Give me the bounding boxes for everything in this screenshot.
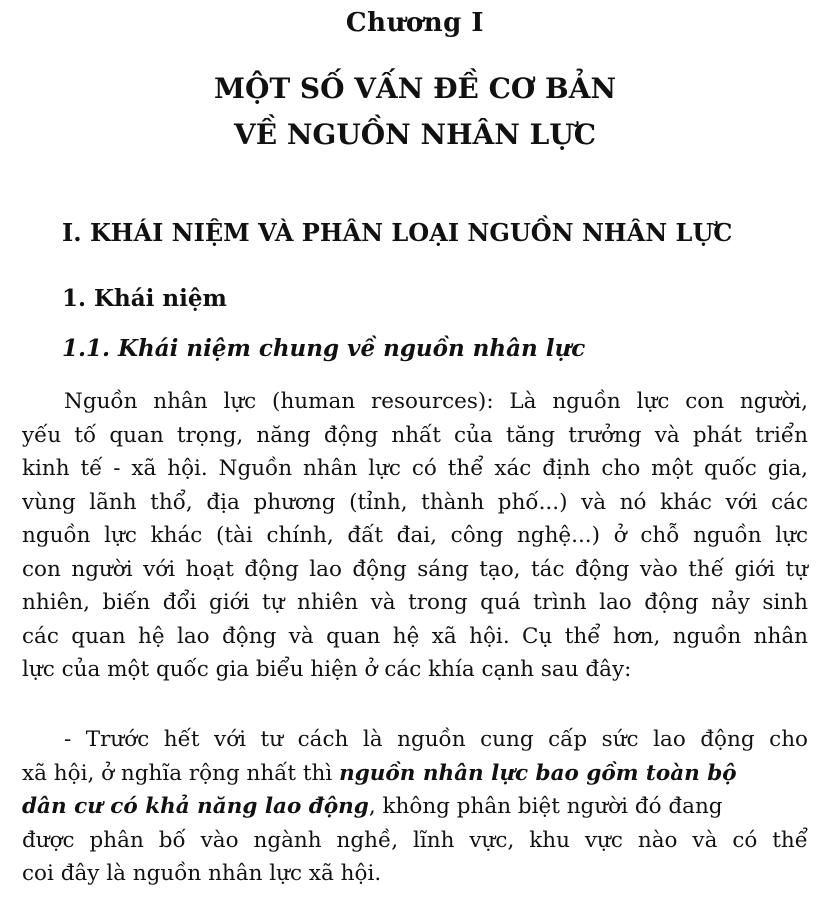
paragraph-2	[22, 723, 808, 891]
chapter-label: Chương I	[345, 8, 485, 38]
paragraph-line: lực của một quốc gia biểu hiện ở các khía cạnh sau đây:	[22, 657, 632, 682]
paragraph-1	[22, 385, 808, 687]
paragraph-line: nhiên, biến đổi giới tự nhiên và trong quá trình lao động nảy sinh	[22, 590, 808, 615]
paragraph-line: yếu tố quan trọng, năng động nhất của tăng trưởng và phát triển	[22, 422, 808, 448]
paragraph-line: vùng lãnh thổ, địa phương (tỉnh, thành phố...) và nó khác với các	[22, 489, 808, 515]
emphasized-text: nguồn nhân lực bao gồm toàn bộ	[339, 760, 737, 786]
plain-text: xã hội, ở nghĩa rộng nhất thì	[22, 760, 340, 786]
paragraph-line: được phân bố vào ngành nghề, lĩnh vực, khu vực nào và có thể	[22, 827, 808, 853]
paragraph-line: Nguồn nhân lực (human resources): Là nguồn lực con người,	[64, 389, 808, 414]
chapter-title-line-2: VỀ NGUỒN NHÂN LỰC	[234, 118, 596, 151]
paragraph-line: con người với hoạt động lao động sáng tạo, tác động vào thế giới tự	[22, 556, 808, 582]
paragraph-line: - Trước hết với tư cách là nguồn cung cấp sức lao động cho	[64, 727, 808, 752]
subsection-heading: 1. Khái niệm	[62, 285, 227, 312]
paragraph-line: nguồn lực khác (tài chính, đất đai, công nghệ...) ở chỗ nguồn lực	[22, 523, 808, 548]
subsubsection-heading: 1.1. Khái niệm chung về nguồn nhân lực	[62, 335, 586, 362]
paragraph-line: các quan hệ lao động và quan hệ xã hội. Cụ thể hơn, nguồn nhân	[22, 623, 808, 649]
plain-text: , không phân biệt người đó đang	[368, 794, 723, 819]
section-heading: I. KHÁI NIỆM VÀ PHÂN LOẠI NGUỒN NHÂN LỰC	[62, 218, 733, 247]
chapter-title	[0, 66, 830, 158]
paragraph-line	[22, 757, 808, 791]
chapter-title-line-1: MỘT SỐ VẤN ĐỀ CƠ BẢN	[213, 72, 617, 105]
paragraph-line: kinh tế - xã hội. Nguồn nhân lực có thể xác định cho một quốc gia,	[22, 456, 808, 481]
emphasized-text: dân cư có khả năng lao động	[22, 794, 369, 819]
paragraph-line: coi đây là nguồn nhân lực xã hội.	[22, 861, 382, 886]
paragraph-line	[22, 790, 808, 824]
